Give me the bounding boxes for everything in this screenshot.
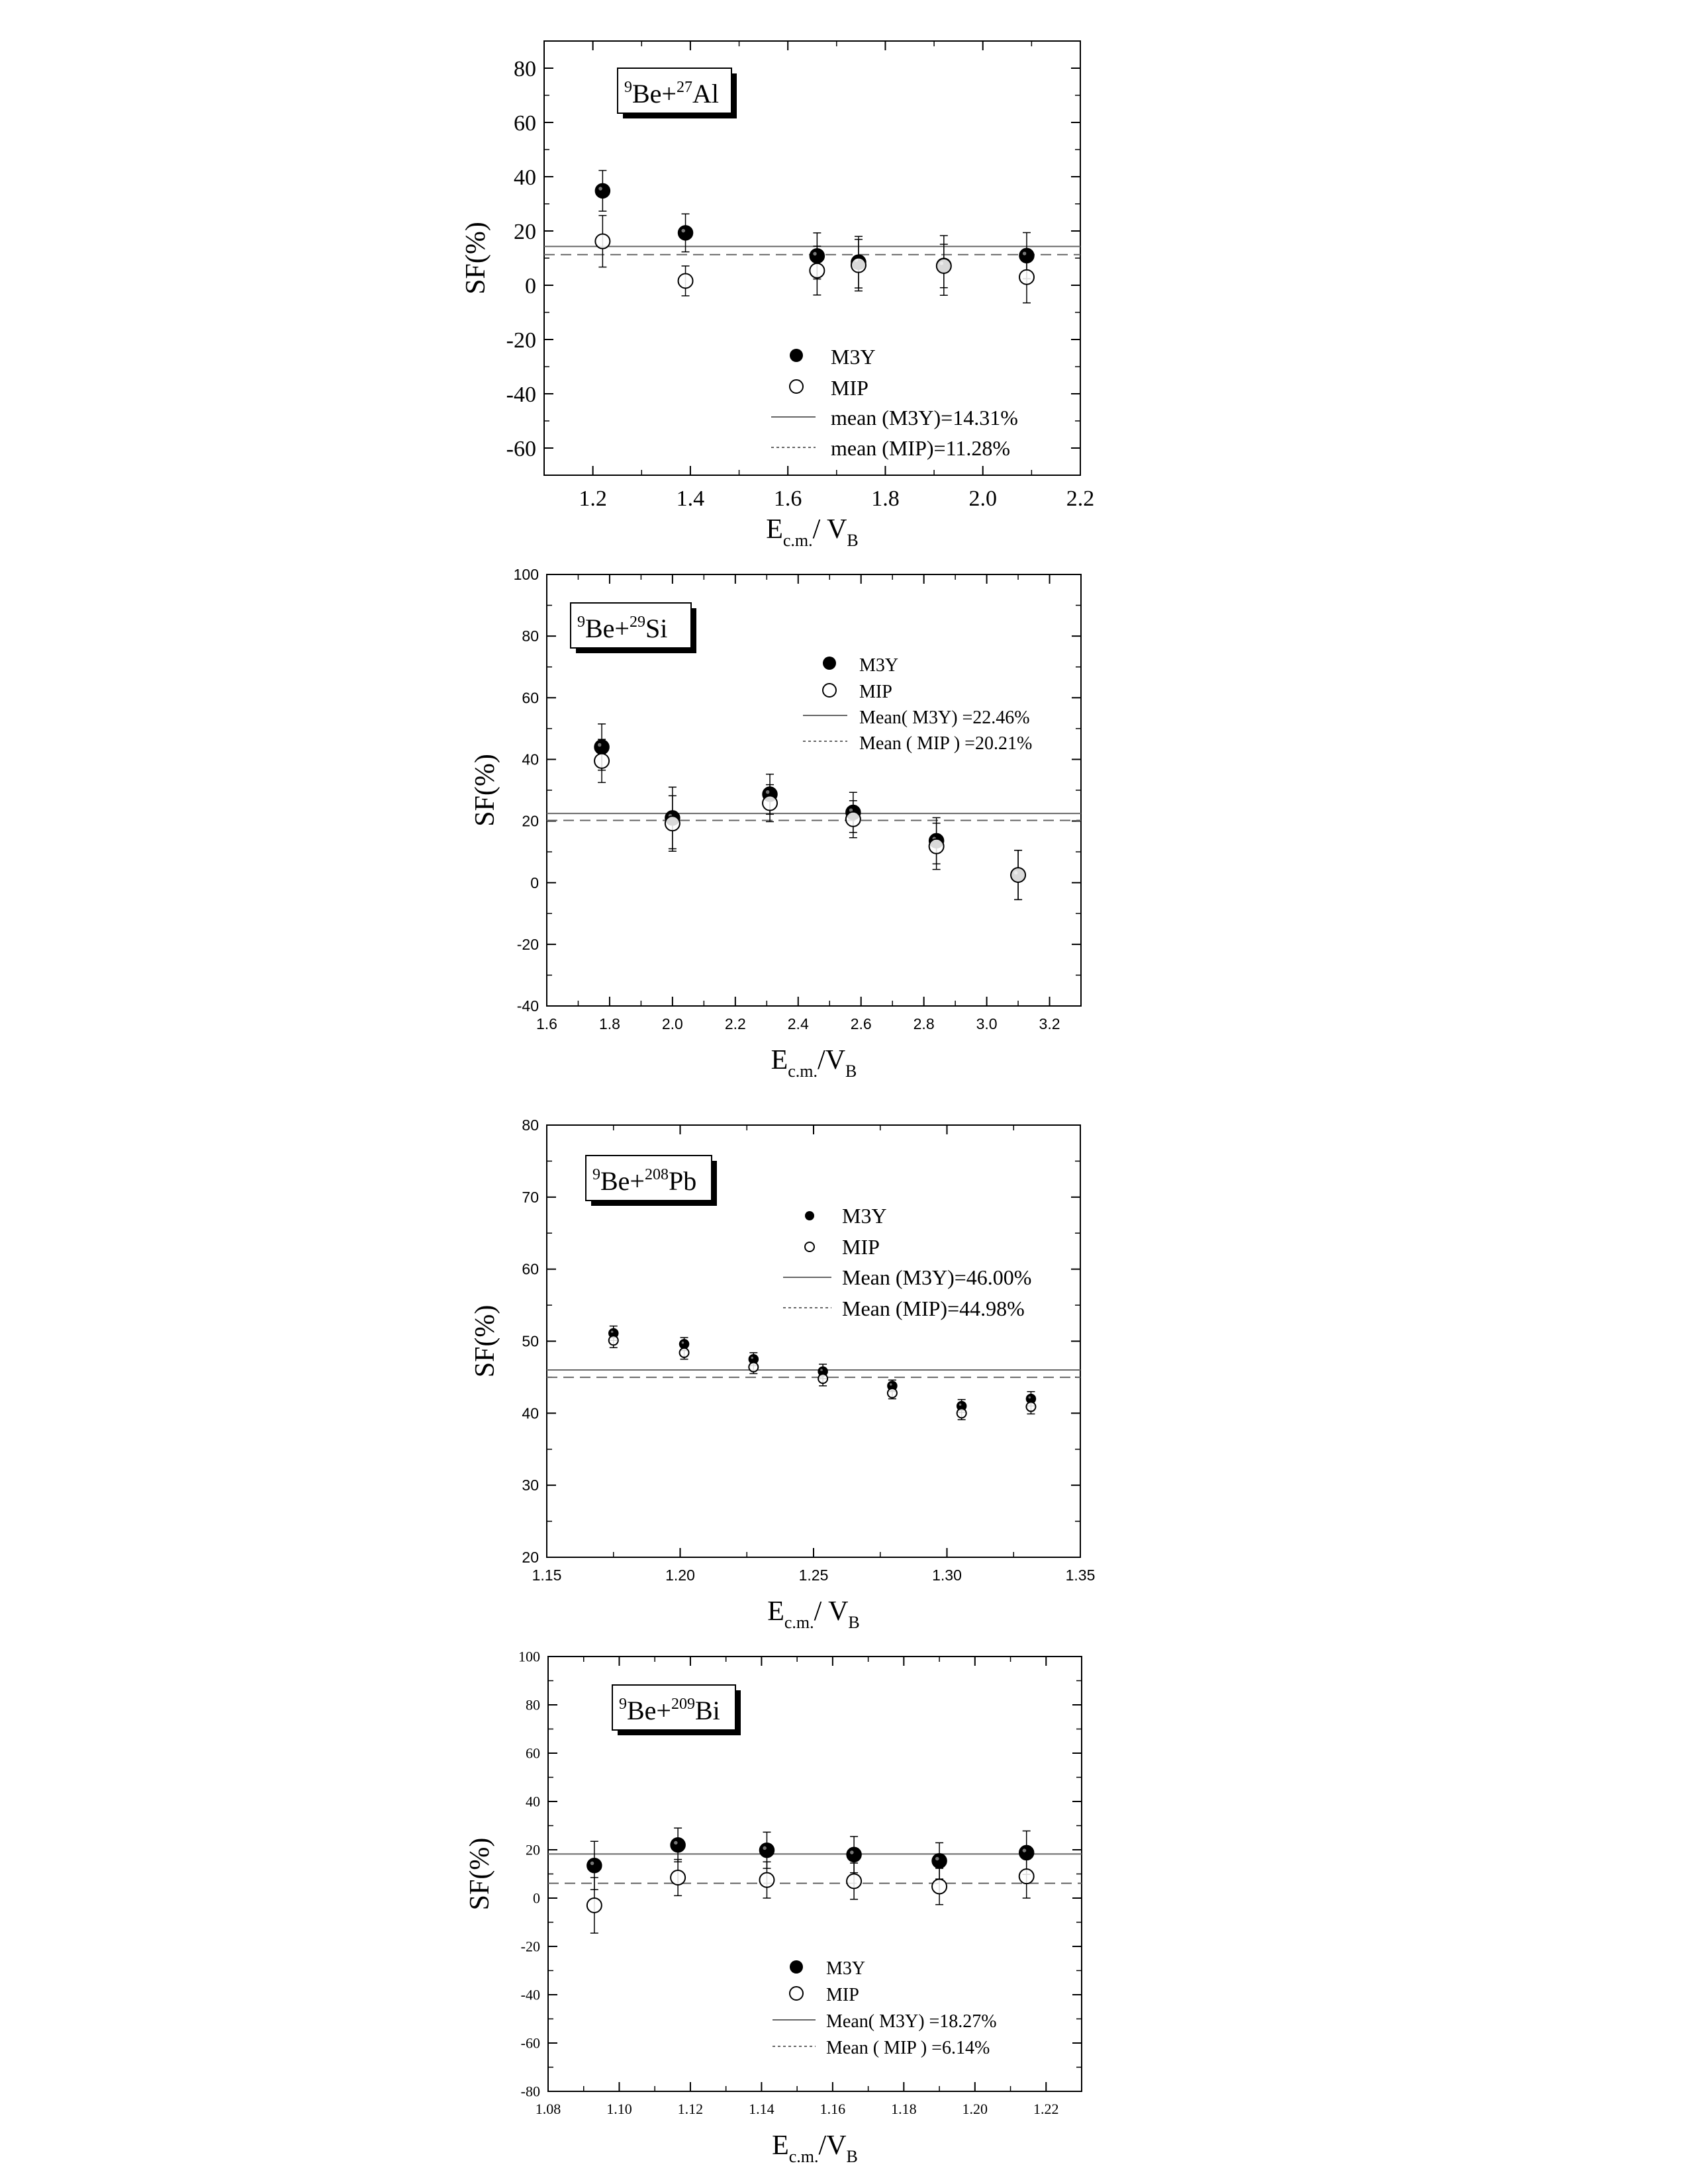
data-point-mip bbox=[937, 259, 951, 273]
chart-panel-3 bbox=[470, 1116, 1095, 1632]
x-tick-label: 2.0 bbox=[661, 1015, 683, 1032]
y-tick-label: 0 bbox=[530, 874, 539, 891]
legend-label-mean-m3y: mean (M3Y)=14.31% bbox=[831, 406, 1018, 430]
panel-label-sup2: 29 bbox=[630, 614, 645, 631]
data-point-m3y bbox=[932, 1854, 947, 1868]
y-tick-label: -20 bbox=[520, 1938, 540, 1955]
x-tick-label: 2.8 bbox=[913, 1015, 935, 1032]
legend-label-mean-mip: Mean (MIP)=44.98% bbox=[842, 1297, 1025, 1320]
y-axis-label: SF(%) bbox=[461, 222, 491, 295]
x-tick-label: 2.0 bbox=[968, 486, 997, 511]
data-point-mip bbox=[749, 1363, 758, 1372]
x-tick-label: 1.6 bbox=[773, 486, 802, 511]
x-tick-label: 1.20 bbox=[665, 1567, 695, 1584]
data-point-m3y-highlight bbox=[763, 1846, 767, 1850]
x-tick-label: 1.18 bbox=[891, 2101, 917, 2117]
legend-label-m3y: M3Y bbox=[842, 1204, 887, 1228]
x-axis-label-main: E bbox=[771, 1045, 788, 1075]
data-point-m3y-highlight bbox=[1023, 251, 1027, 255]
data-point-mip bbox=[587, 1898, 602, 1913]
x-axis-label-sub2: B bbox=[846, 2147, 858, 2166]
x-tick-label: 2.2 bbox=[1066, 486, 1095, 511]
y-axis-label: SF(%) bbox=[465, 1837, 495, 1911]
x-tick-label: 1.14 bbox=[749, 2101, 774, 2117]
data-point-mip bbox=[957, 1408, 966, 1418]
x-axis-label-sub: c.m. bbox=[784, 1613, 814, 1632]
x-tick-label: 2.2 bbox=[724, 1015, 746, 1032]
y-tick-label: 30 bbox=[522, 1477, 539, 1494]
legend-label-mip: MIP bbox=[859, 682, 892, 702]
data-point-mip bbox=[851, 258, 866, 273]
data-point-m3y-highlight bbox=[813, 252, 817, 256]
x-axis-label-sub: c.m. bbox=[788, 1062, 818, 1081]
data-point-mip bbox=[1011, 868, 1025, 882]
x-axis-label-sep: /V bbox=[818, 1045, 846, 1075]
data-point-m3y-highlight bbox=[1029, 1396, 1031, 1399]
y-tick-label: -80 bbox=[520, 2083, 540, 2100]
legend-label-mean-mip: Mean ( MIP ) =6.14% bbox=[826, 2038, 990, 2058]
y-tick-label: 70 bbox=[522, 1188, 539, 1206]
y-tick-label: 80 bbox=[526, 1696, 540, 1713]
legend-label-m3y: M3Y bbox=[831, 345, 876, 369]
panel-label-a: Be+ bbox=[627, 1696, 671, 1725]
data-point-mip bbox=[595, 234, 610, 249]
y-tick-label: 40 bbox=[514, 165, 536, 190]
data-point-mip bbox=[810, 263, 824, 278]
panel-label-sup: 9 bbox=[592, 1166, 600, 1183]
panel-label-sup2: 27 bbox=[677, 79, 692, 96]
data-point-m3y bbox=[587, 1858, 602, 1873]
data-point-m3y-highlight bbox=[935, 1857, 939, 1861]
legend-label-mean-m3y: Mean( M3Y) =18.27% bbox=[826, 2011, 997, 2032]
data-point-m3y-highlight bbox=[766, 790, 770, 794]
x-tick-label: 1.30 bbox=[932, 1567, 962, 1584]
panel-label-sup2: 209 bbox=[671, 1696, 695, 1713]
data-point-m3y bbox=[847, 1847, 861, 1862]
data-point-mip bbox=[932, 1879, 947, 1893]
data-point-m3y-highlight bbox=[681, 229, 685, 233]
y-tick-label: 50 bbox=[522, 1332, 539, 1350]
x-tick-label: 1.35 bbox=[1065, 1567, 1096, 1584]
x-tick-label: 1.6 bbox=[536, 1015, 557, 1032]
x-axis-label bbox=[771, 1045, 857, 1081]
legend-symbol-mip bbox=[805, 1242, 814, 1251]
x-axis-label bbox=[767, 1596, 860, 1632]
y-tick-label: 20 bbox=[526, 1841, 540, 1858]
x-tick-label: 2.6 bbox=[850, 1015, 872, 1032]
panel-label bbox=[592, 1166, 696, 1196]
x-tick-label: 1.08 bbox=[535, 2101, 561, 2117]
data-point-mip bbox=[1026, 1402, 1035, 1412]
y-tick-label: -60 bbox=[506, 436, 536, 461]
data-point-mip bbox=[818, 1374, 827, 1383]
panel-label-sup: 9 bbox=[624, 79, 632, 96]
data-point-mip bbox=[609, 1336, 618, 1345]
data-point-m3y bbox=[679, 226, 693, 240]
x-axis-label-sep: / V bbox=[814, 1596, 849, 1627]
panel-label-a: Be+ bbox=[585, 614, 630, 643]
y-tick-label: 60 bbox=[522, 1260, 539, 1278]
panel-label-b: Pb bbox=[669, 1166, 697, 1196]
data-point-m3y bbox=[671, 1838, 685, 1852]
data-point-m3y-highlight bbox=[598, 187, 602, 191]
y-tick-label: -40 bbox=[506, 382, 536, 407]
y-tick-label: 40 bbox=[526, 1793, 540, 1810]
x-tick-label: 1.8 bbox=[598, 1015, 620, 1032]
data-point-mip bbox=[759, 1873, 774, 1888]
y-tick-label: 20 bbox=[514, 219, 536, 244]
x-axis-label-sep: / V bbox=[812, 514, 847, 545]
data-point-mip bbox=[679, 273, 693, 288]
data-point-mip bbox=[680, 1348, 689, 1357]
y-tick-label: 60 bbox=[526, 1745, 540, 1762]
x-axis-label-main: E bbox=[766, 514, 783, 545]
data-point-m3y-highlight bbox=[959, 1404, 962, 1406]
x-tick-label: 1.22 bbox=[1033, 2101, 1059, 2117]
data-point-mip bbox=[594, 754, 609, 768]
y-tick-label: 20 bbox=[522, 1549, 539, 1567]
x-tick-label: 2.4 bbox=[787, 1015, 809, 1032]
legend-symbol-m3y bbox=[805, 1211, 814, 1220]
panel-label-sup: 9 bbox=[577, 614, 585, 631]
panel-label-sup: 9 bbox=[619, 1696, 627, 1713]
legend-label-m3y: M3Y bbox=[859, 655, 899, 676]
data-point-mip bbox=[1019, 270, 1034, 285]
data-point-m3y-highlight bbox=[611, 1331, 614, 1334]
panel-label bbox=[619, 1696, 720, 1725]
x-tick-label: 1.25 bbox=[798, 1567, 829, 1584]
x-tick-label: 1.15 bbox=[532, 1567, 562, 1584]
panel-label-b: Bi bbox=[695, 1696, 720, 1725]
x-axis-label bbox=[766, 514, 859, 550]
data-point-m3y-highlight bbox=[598, 743, 602, 747]
panel-label-a: Be+ bbox=[632, 79, 677, 109]
legend-label-mean-m3y: Mean (M3Y)=46.00% bbox=[842, 1265, 1032, 1289]
y-axis-label: SF(%) bbox=[470, 1304, 500, 1378]
data-point-mip bbox=[1019, 1869, 1034, 1884]
x-tick-label: 1.4 bbox=[676, 486, 705, 511]
x-tick-label: 1.2 bbox=[579, 486, 607, 511]
y-tick-label: 80 bbox=[522, 627, 539, 645]
data-point-mip bbox=[763, 796, 777, 811]
x-axis-label-main: E bbox=[767, 1596, 784, 1627]
legend-label-mean-mip: mean (MIP)=11.28% bbox=[831, 436, 1011, 460]
x-axis-label-sep: /V bbox=[818, 2130, 847, 2161]
y-tick-label: 40 bbox=[522, 1404, 539, 1422]
y-tick-label: 60 bbox=[514, 111, 536, 136]
legend-symbol-m3y bbox=[790, 349, 803, 362]
data-point-mip bbox=[846, 812, 861, 827]
y-tick-label: -40 bbox=[516, 997, 539, 1015]
panel-label bbox=[624, 79, 719, 109]
y-tick-label: 20 bbox=[522, 812, 539, 830]
x-axis-label-sub: c.m. bbox=[782, 531, 813, 550]
x-tick-label: 3.0 bbox=[976, 1015, 998, 1032]
legend-label-mean-mip: Mean ( MIP ) =20.21% bbox=[859, 733, 1033, 754]
data-point-m3y-highlight bbox=[682, 1342, 684, 1344]
panel-label bbox=[577, 614, 667, 643]
y-tick-label: -20 bbox=[516, 935, 539, 953]
y-tick-label: -40 bbox=[520, 1986, 540, 2003]
y-axis-label: SF(%) bbox=[470, 754, 500, 827]
y-tick-label: 80 bbox=[522, 1116, 539, 1134]
data-point-m3y-highlight bbox=[674, 1841, 678, 1845]
x-tick-label: 1.20 bbox=[962, 2101, 988, 2117]
y-tick-label: -20 bbox=[506, 328, 536, 353]
x-axis-label-sub2: B bbox=[847, 531, 859, 550]
x-axis-label-sub2: B bbox=[848, 1613, 860, 1632]
y-tick-label: 100 bbox=[518, 1648, 540, 1665]
legend-label-mip: MIP bbox=[826, 1985, 859, 2005]
data-point-mip bbox=[929, 839, 944, 854]
panel-label-a: Be+ bbox=[600, 1166, 645, 1196]
chart-panel-4 bbox=[465, 1649, 1082, 2166]
legend-symbol-mip bbox=[823, 684, 836, 697]
data-point-m3y bbox=[759, 1843, 774, 1858]
panel-label-b: Al bbox=[692, 79, 719, 109]
legend-label-m3y: M3Y bbox=[826, 1958, 866, 1979]
legend-label-mip: MIP bbox=[842, 1235, 880, 1259]
chart-panel-1 bbox=[461, 41, 1094, 550]
data-point-mip bbox=[888, 1388, 897, 1398]
x-axis-label-sub2: B bbox=[845, 1062, 857, 1081]
x-tick-label: 1.16 bbox=[820, 2101, 846, 2117]
x-axis-label-main: E bbox=[772, 2130, 789, 2161]
legend-symbol-mip bbox=[790, 1987, 803, 2000]
legend-label-mean-m3y: Mean( M3Y) =22.46% bbox=[859, 707, 1030, 728]
x-axis-label-sub: c.m. bbox=[788, 2147, 819, 2166]
chart-panel-2 bbox=[470, 566, 1081, 1081]
legend-symbol-m3y bbox=[823, 657, 836, 670]
data-point-mip bbox=[665, 816, 680, 831]
y-tick-label: 40 bbox=[522, 751, 539, 768]
data-point-mip bbox=[847, 1874, 861, 1888]
x-tick-label: 1.12 bbox=[677, 2101, 704, 2117]
panel-label-sup2: 208 bbox=[645, 1166, 669, 1183]
data-point-m3y bbox=[595, 183, 610, 198]
panel-label-b: Si bbox=[645, 614, 668, 643]
legend-label-mip: MIP bbox=[831, 376, 868, 400]
y-tick-label: 100 bbox=[513, 566, 539, 584]
data-point-mip bbox=[671, 1870, 685, 1885]
data-point-m3y-highlight bbox=[890, 1383, 892, 1386]
legend-symbol-m3y bbox=[790, 1960, 803, 1974]
y-tick-label: 0 bbox=[525, 273, 536, 298]
legend-symbol-mip bbox=[790, 380, 803, 393]
data-point-m3y-highlight bbox=[590, 1862, 594, 1866]
x-axis-label bbox=[772, 2130, 858, 2166]
x-tick-label: 3.2 bbox=[1039, 1015, 1060, 1032]
x-tick-label: 1.10 bbox=[606, 2101, 632, 2117]
data-point-m3y-highlight bbox=[1023, 1848, 1027, 1852]
x-tick-label: 1.8 bbox=[871, 486, 900, 511]
y-tick-label: 80 bbox=[514, 56, 536, 81]
data-point-m3y-highlight bbox=[751, 1357, 753, 1359]
y-tick-label: -60 bbox=[520, 2034, 540, 2052]
data-point-m3y-highlight bbox=[850, 1850, 854, 1854]
y-tick-label: 60 bbox=[522, 689, 539, 707]
y-tick-label: 0 bbox=[533, 1889, 540, 1907]
data-point-m3y-highlight bbox=[820, 1369, 823, 1371]
